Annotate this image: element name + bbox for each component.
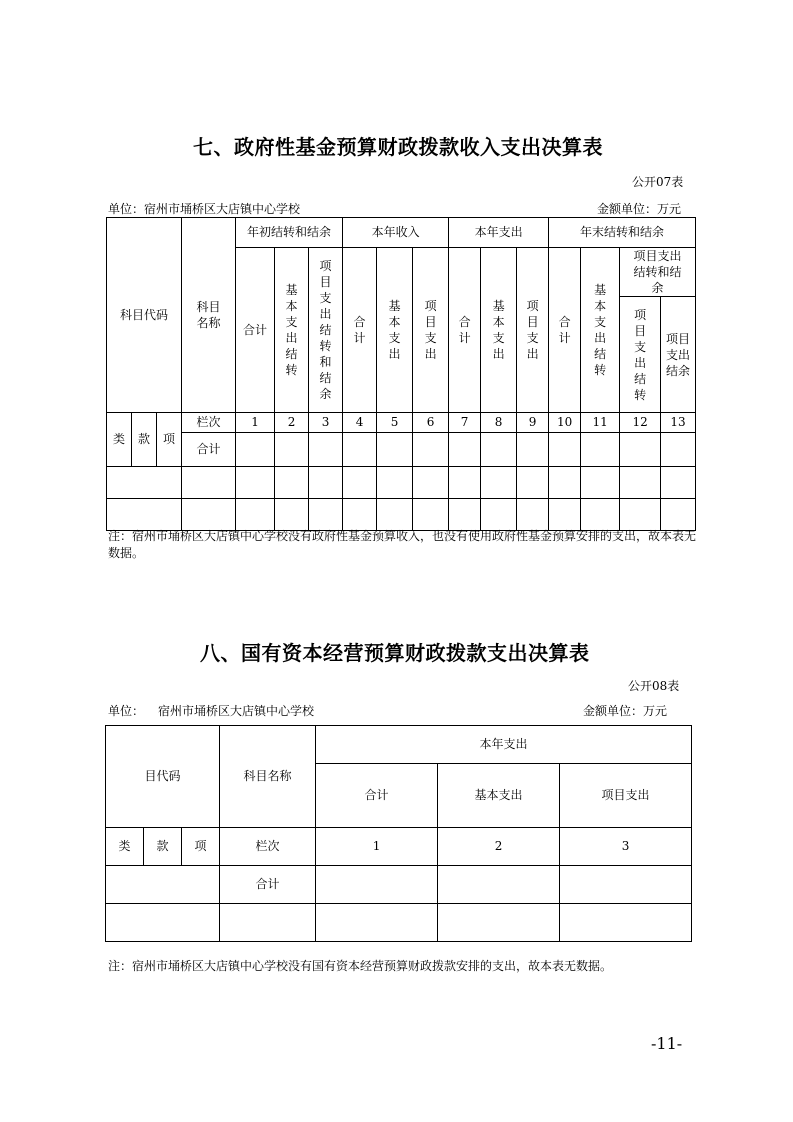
- header-subject-name: 科目名称: [182, 218, 236, 413]
- header-end-basic-carry: 基本支出结转: [581, 248, 620, 413]
- header-begin-total: 合计: [236, 248, 275, 413]
- table-cell: [377, 433, 413, 467]
- header-begin-balance: 年初结转和结余: [236, 218, 343, 248]
- table8-grid: [105, 725, 692, 942]
- page-number: -11-: [651, 1034, 683, 1053]
- table-row: [107, 499, 696, 531]
- header-lanci: 栏次: [182, 413, 236, 433]
- column-number: 12: [620, 413, 661, 433]
- header-year-expense: 本年支出: [316, 726, 692, 764]
- table-cell: [309, 433, 343, 467]
- header-year-income: 本年收入: [343, 218, 449, 248]
- header-begin-basic-carry: 基本支出结转: [275, 248, 309, 413]
- table-cell: [449, 433, 481, 467]
- column-number: 7: [449, 413, 481, 433]
- header-income-project: 项目支出: [413, 248, 449, 413]
- header-begin-project-carry-surplus: 项目支出结转和结余: [309, 248, 343, 413]
- table-cell: [661, 433, 696, 467]
- table-cell: [581, 433, 620, 467]
- table7-amount-unit: 金额单位：万元: [597, 202, 682, 216]
- header-end-project-surplus: 项目支出结余: [661, 297, 696, 413]
- column-number: 1: [236, 413, 275, 433]
- header-lei: 类: [106, 828, 144, 866]
- table-cell: [620, 433, 661, 467]
- table-cell: [481, 433, 517, 467]
- header-end-project-carry: 项目支出结转: [620, 297, 661, 413]
- table7-note: 注：宿州市埇桥区大店镇中心学校没有政府性基金预算收入，也没有使用政府性基金预算安排的支出，故本表无数据。: [108, 529, 697, 560]
- table-cell: [236, 433, 275, 467]
- table-cell: [275, 433, 309, 467]
- table7-grid: [106, 217, 696, 531]
- header-expense-total: 合计: [316, 764, 438, 828]
- header-expense-basic: 基本支出: [438, 764, 560, 828]
- column-number: 13: [661, 413, 696, 433]
- column-number: 3: [560, 828, 692, 866]
- header-expense-basic: 基本支出: [481, 248, 517, 413]
- header-subject-code: 目代码: [106, 726, 220, 828]
- column-number: 8: [481, 413, 517, 433]
- table7-title: 七、政府性基金预算财政拨款收入支出决算表: [193, 135, 603, 159]
- header-xiang: 项: [182, 828, 220, 866]
- table7-form-number: 公开07表: [632, 175, 684, 189]
- header-lei: 类: [107, 413, 132, 467]
- column-number: 5: [377, 413, 413, 433]
- header-xiang: 项: [157, 413, 182, 467]
- table-cell: [517, 433, 549, 467]
- header-end-project-carry-surplus: 项目支出结转和结余: [620, 248, 696, 297]
- table8-form-number: 公开08表: [628, 679, 680, 693]
- table-cell: [106, 866, 220, 904]
- table8-note: 注：宿州市埇桥区大店镇中心学校没有国有资本经营预算财政拨款安排的支出，故本表无数据。: [108, 959, 613, 973]
- row-total-label: 合计: [220, 866, 316, 904]
- table-cell: [438, 866, 560, 904]
- header-subject-name: 科目名称: [220, 726, 316, 828]
- header-expense-project: 项目支出: [517, 248, 549, 413]
- column-number: 6: [413, 413, 449, 433]
- table-cell: [560, 866, 692, 904]
- header-expense-total: 合计: [449, 248, 481, 413]
- header-kuan: 款: [132, 413, 157, 467]
- header-year-expense: 本年支出: [449, 218, 549, 248]
- table8-title: 八、国有资本经营预算财政拨款支出决算表: [200, 641, 590, 665]
- header-expense-project: 项目支出: [560, 764, 692, 828]
- header-end-balance: 年末结转和结余: [549, 218, 696, 248]
- column-number: 2: [438, 828, 560, 866]
- column-number: 1: [316, 828, 438, 866]
- column-number: 10: [549, 413, 581, 433]
- table-row: [106, 904, 692, 942]
- table8-amount-unit: 金额单位：万元: [583, 704, 668, 718]
- column-number: 9: [517, 413, 549, 433]
- table-cell: [343, 433, 377, 467]
- row-total-label: 合计: [182, 433, 236, 467]
- header-end-total: 合计: [549, 248, 581, 413]
- header-kuan: 款: [144, 828, 182, 866]
- column-number: 4: [343, 413, 377, 433]
- table-cell: [316, 866, 438, 904]
- table8-unit-name: 宿州市埇桥区大店镇中心学校: [158, 704, 315, 718]
- header-income-total: 合计: [343, 248, 377, 413]
- table-row: [107, 467, 696, 499]
- table8-unit-label: 单位：: [108, 704, 145, 718]
- column-number: 11: [581, 413, 620, 433]
- header-income-basic: 基本支出: [377, 248, 413, 413]
- table7-unit: 单位：宿州市埇桥区大店镇中心学校: [108, 202, 301, 216]
- table-cell: [549, 433, 581, 467]
- column-number: 2: [275, 413, 309, 433]
- table-cell: [413, 433, 449, 467]
- column-number: 3: [309, 413, 343, 433]
- header-lanci: 栏次: [220, 828, 316, 866]
- header-subject-code: 科目代码: [107, 218, 182, 413]
